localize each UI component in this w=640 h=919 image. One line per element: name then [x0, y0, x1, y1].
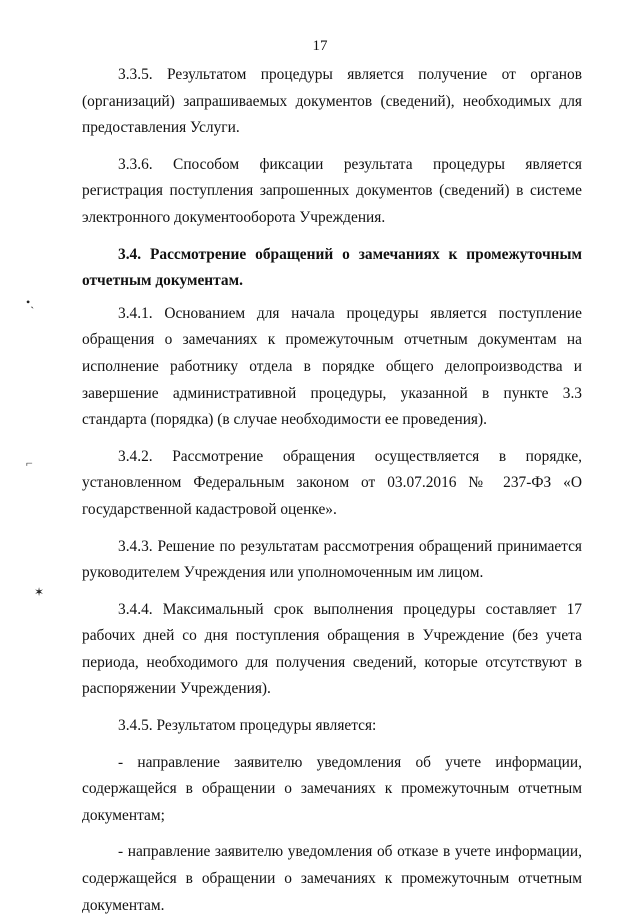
paragraph-3-4-1: 3.4.1. Основанием для начала процедуры является поступление обращения о замечаниях к промежуточным отчетным документам на исполнение работнику отдела в порядке общего делопроизводства и завершение административной процедуры, указанной в пункте 3.3 стандарта (порядка) (в случае необходимости ее проведения). — [82, 304, 582, 429]
list-item-result-2: - направление заявителю уведомления об отказе в учете информации, содержащейся в обращении о замечаниях к промежуточным отчетным документам. — [82, 843, 582, 914]
paragraph-3-4-5: 3.4.5. Результатом процедуры является: — [118, 717, 377, 735]
section-heading-3-4: 3.4. Рассмотрение обращений о замечаниях к промежуточным отчетным документам. — [82, 245, 582, 290]
document-body — [82, 62, 582, 919]
paragraph-3-3-5: 3.3.5. Результатом процедуры является получение от органов (организаций) запрашиваемых документов (сведений), необходимых для предоставления Услуги. — [82, 66, 582, 137]
scan-mark-1: •ˎ — [26, 295, 35, 309]
scan-mark-2: ⌐ — [26, 456, 33, 470]
paragraph-3-3-6: 3.3.6. Способом фиксации результата процедуры является регистрация поступления запрошенных документов (сведений) в системе электронного документооборота Учреждения. — [82, 155, 582, 226]
paragraph-3-4-2: 3.4.2. Рассмотрение обращения осуществляется в порядке, установленном Федеральным законом от 03.07.2016 № 237-ФЗ «О государственной кадастровой оценке». — [82, 447, 582, 518]
list-item-result-1: - направление заявителю уведомления об учете информации, содержащейся в обращении о замечаниях к промежуточным отчетным документам; — [82, 753, 582, 824]
paragraph-3-4-4: 3.4.4. Максимальный срок выполнения процедуры составляет 17 рабочих дней со дня поступления обращения в Учреждение (без учета периода, необходимого для получения сведений, которые отсутствуют в распоряжении Учреждения). — [82, 600, 582, 698]
page-number: 17 — [312, 38, 328, 54]
scan-mark-3: ✶ — [34, 585, 45, 599]
paragraph-3-4-3: 3.4.3. Решение по результатам рассмотрения обращений принимается руководителем Учреждения или уполномоченным им лицом. — [82, 537, 582, 582]
